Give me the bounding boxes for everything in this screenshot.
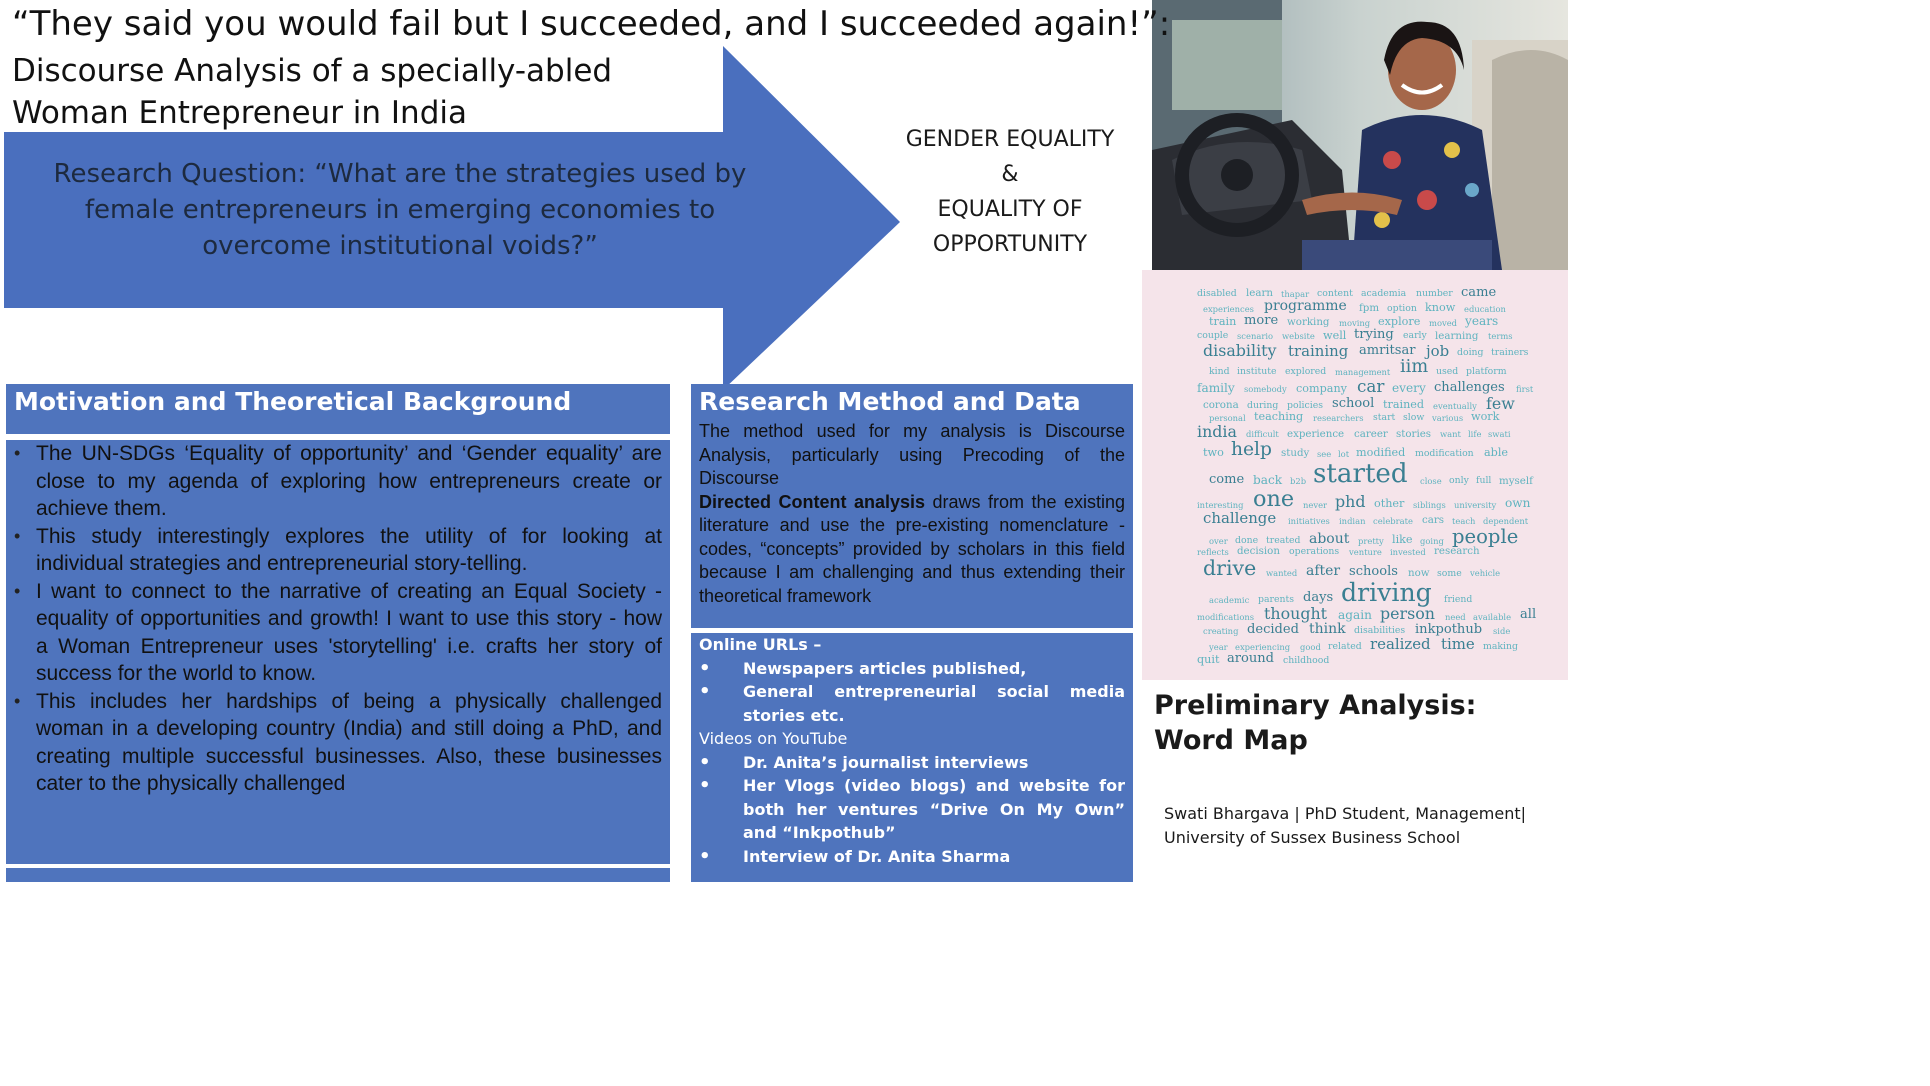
word-map-word: career	[1354, 427, 1388, 440]
word-map-word: experience	[1287, 427, 1345, 440]
data-sources-list	[699, 633, 1125, 868]
word-map	[1142, 270, 1568, 680]
word-map-word: after	[1306, 562, 1341, 579]
word-map-word: drive	[1203, 556, 1257, 581]
word-map-word: decided	[1247, 621, 1299, 637]
word-map-word: stories	[1396, 427, 1432, 440]
word-map-word: driving	[1341, 578, 1432, 608]
word-map-word: early	[1403, 330, 1427, 342]
word-map-word: one	[1253, 485, 1295, 512]
word-map-word: modified	[1356, 446, 1406, 460]
word-map-word: start	[1373, 411, 1396, 423]
word-map-word: siblings	[1413, 499, 1446, 510]
motivation-heading: Motivation and Theoretical Background	[14, 387, 572, 416]
word-map-word: treated	[1266, 535, 1301, 547]
word-map-word: somebody	[1244, 384, 1287, 395]
word-map-word: car	[1357, 375, 1385, 396]
word-map-word: train	[1209, 314, 1237, 328]
word-map-word: initiatives	[1288, 515, 1330, 526]
word-map-word: trying	[1354, 326, 1394, 342]
word-map-word: lot	[1338, 448, 1350, 459]
word-map-word: company	[1296, 381, 1347, 395]
word-map-word: disabilities	[1354, 625, 1406, 637]
word-map-word: platform	[1466, 365, 1507, 377]
theme-line-2: &	[1001, 162, 1019, 187]
word-map-word: operations	[1289, 545, 1340, 557]
research-method-para-2-text: draws from the existing literature and use the pre-existing nomenclature - codes, “concepts” provided by scholars in this field because I am challenging and thus extending their theoretical framework	[699, 491, 1125, 606]
word-map-word: doing	[1457, 347, 1484, 359]
word-map-word: training	[1288, 341, 1349, 360]
word-map-word: family	[1197, 380, 1235, 395]
word-map-word: explore	[1378, 314, 1421, 328]
motivation-bullet: • This includes her hardships of being a physically challenged woman in a developing country (India) and still doing a PhD, and creating multiple successful businesses. Also, these businesses cater to the physically challenged	[14, 688, 662, 798]
entrepreneur-photo	[1152, 0, 1568, 270]
word-map-word: myself	[1499, 474, 1533, 487]
word-map-word: corona	[1203, 399, 1239, 412]
word-map-word: reflects	[1197, 546, 1229, 557]
word-map-word: challenges	[1434, 379, 1505, 395]
word-map-word: every	[1392, 380, 1426, 395]
word-map-word: inkpothub	[1415, 621, 1483, 637]
video-item: • Her Vlogs (video blogs) and website for both her ventures “Drive On My Own” and “Inkpothub”	[699, 774, 1125, 845]
word-map-word: pretty	[1358, 536, 1384, 547]
poster-title: “They said you would fail but I succeeded, and I succeeded again!”:	[12, 4, 1171, 44]
word-map-word: few	[1486, 393, 1515, 413]
subtitle-line-1: Discourse Analysis of a specially-abled	[12, 53, 613, 89]
word-map-word: around	[1227, 650, 1275, 666]
author-line-1: Swati Bhargava | PhD Student, Management|	[1164, 804, 1527, 823]
word-map-word: back	[1253, 472, 1283, 487]
word-map-word: close	[1420, 476, 1442, 487]
word-map-word: came	[1461, 284, 1497, 300]
motivation-bullet: • The UN-SDGs ‘Equality of opportunity’ and ‘Gender equality’ are close to my agenda of exploring how entrepreneurs create or achieve them.	[14, 440, 662, 523]
research-method-panel	[691, 384, 1133, 628]
word-map-word: about	[1309, 530, 1350, 547]
word-map-word: various	[1432, 412, 1464, 423]
word-map-word: two	[1203, 446, 1224, 460]
word-map-word: experiences	[1203, 304, 1254, 314]
word-map-word: time	[1441, 635, 1475, 654]
word-map-word: celebrate	[1373, 515, 1413, 526]
word-map-word: able	[1484, 446, 1509, 460]
word-map-word: work	[1471, 409, 1500, 423]
word-map-word: university	[1454, 499, 1497, 510]
word-map-word: over	[1209, 536, 1228, 547]
word-map-word: thought	[1264, 604, 1328, 624]
poster-subtitle	[12, 50, 612, 134]
word-map-word: person	[1380, 604, 1435, 624]
word-map-word: creating	[1203, 626, 1239, 637]
online-url-item: • General entrepreneurial social media stories etc.	[699, 680, 1125, 727]
word-map-word: education	[1464, 304, 1506, 314]
author-info	[1164, 802, 1526, 849]
word-map-word: kind	[1209, 365, 1230, 377]
word-map-word: job	[1426, 341, 1450, 360]
directed-content-analysis-label: Directed Content analysis	[699, 491, 926, 512]
word-map-word: number	[1416, 288, 1453, 300]
word-map-word: year	[1209, 641, 1228, 652]
author-line-2: University of Sussex Business School	[1164, 827, 1461, 847]
research-method-para-2	[699, 491, 1125, 609]
word-map-word: india	[1197, 421, 1237, 441]
themes-block	[880, 122, 1140, 262]
word-map-word: dependent	[1483, 515, 1529, 526]
word-map-word: challenge	[1203, 509, 1277, 528]
word-map-word: side	[1493, 626, 1511, 637]
word-map-word: cars	[1422, 513, 1445, 526]
word-map-word: schools	[1349, 563, 1398, 579]
word-map-word: decision	[1237, 545, 1280, 558]
word-map-word: years	[1465, 313, 1499, 328]
motivation-bullet: • I want to connect to the narrative of creating an Equal Society - equality of opportunities and growth! I want to use this story - how a Woman Entrepreneur uses 'storytelling' i.e. crafts her story of success for the world to know.	[14, 578, 662, 688]
word-map-word: disability	[1203, 340, 1277, 360]
word-map-word: academic	[1209, 594, 1250, 605]
data-sources-panel	[691, 633, 1133, 882]
word-map-word: disabled	[1197, 288, 1237, 300]
word-map-word: invested	[1390, 546, 1426, 557]
word-map-word: institute	[1237, 365, 1277, 377]
word-map-word: all	[1520, 606, 1537, 622]
word-map-word: now	[1408, 566, 1430, 579]
motivation-bullet: • This study interestingly explores the utility of for looking at individual strategies and entrepreneurial story-telling.	[14, 523, 662, 578]
word-map-word: making	[1483, 640, 1518, 652]
word-map-word: programme	[1264, 298, 1347, 315]
word-map-word: see	[1317, 448, 1332, 459]
motivation-header	[6, 384, 670, 434]
word-map-word: life	[1468, 429, 1482, 440]
theme-line-4: OPPORTUNITY	[932, 232, 1088, 257]
word-map-word: trained	[1383, 398, 1425, 412]
word-map-word: research	[1434, 545, 1480, 558]
word-map-word: venture	[1349, 546, 1382, 557]
word-map-word: difficult	[1246, 429, 1279, 440]
word-map-word: working	[1287, 315, 1330, 328]
research-method-heading: Research Method and Data	[699, 387, 1081, 416]
word-map-word: modification	[1415, 448, 1474, 460]
theme-line-1: GENDER EQUALITY	[905, 127, 1115, 152]
word-map-word: days	[1303, 590, 1334, 606]
preliminary-line-1: Preliminary Analysis:	[1154, 690, 1477, 721]
word-map-word: policies	[1287, 400, 1324, 412]
word-map-word: teach	[1452, 515, 1476, 526]
word-map-word: related	[1328, 640, 1362, 652]
word-map-word: interesting	[1197, 499, 1244, 510]
theme-line-3: EQUALITY OF	[937, 197, 1083, 222]
word-map-word: school	[1332, 396, 1375, 412]
word-map-word: done	[1235, 535, 1259, 547]
research-method-para-1: The method used for my analysis is Discourse Analysis, particularly using Precoding of the Discourse	[699, 421, 1125, 488]
word-map-word: parents	[1258, 593, 1294, 605]
word-map-word: wanted	[1266, 568, 1298, 579]
word-map-word: help	[1231, 438, 1272, 460]
word-map-word: quit	[1197, 652, 1220, 666]
word-map-word: learn	[1246, 287, 1273, 300]
word-map-word: moved	[1429, 317, 1458, 328]
word-map-word: swati	[1488, 429, 1511, 440]
word-map-word: moving	[1339, 317, 1371, 328]
word-map-word: learning	[1435, 329, 1479, 342]
word-map-word: good	[1300, 641, 1321, 652]
word-map-word: childhood	[1283, 654, 1330, 666]
word-map-word: friend	[1444, 593, 1473, 605]
word-map-word: iim	[1400, 357, 1429, 378]
online-url-item: • Newspapers articles published,	[699, 657, 1125, 681]
online-urls-heading: Online URLs –	[699, 635, 822, 654]
woman-driving-car-photo-icon	[1152, 0, 1568, 270]
videos-heading: Videos on YouTube	[699, 729, 848, 748]
word-map-word: scenario	[1237, 331, 1274, 342]
word-map-word: option	[1387, 303, 1417, 315]
word-map-word: during	[1247, 400, 1279, 412]
word-map-word: think	[1309, 620, 1346, 637]
word-map-word: come	[1209, 471, 1245, 487]
word-map-word: people	[1452, 524, 1519, 548]
word-map-word: thapar	[1281, 289, 1310, 300]
word-map-word: teaching	[1254, 409, 1304, 423]
subtitle-line-2: Woman Entrepreneur in India	[12, 95, 467, 131]
word-map-word: amritsar	[1359, 343, 1416, 359]
word-map-word: vehicle	[1470, 568, 1501, 579]
preliminary-line-2: Word Map	[1154, 725, 1308, 756]
motivation-body	[6, 440, 670, 864]
word-map-word: trainers	[1491, 347, 1529, 359]
word-map-word: personal	[1209, 412, 1246, 423]
word-map-word: content	[1317, 288, 1353, 300]
word-map-word: again	[1338, 607, 1372, 622]
word-map-word: never	[1303, 499, 1328, 510]
word-map-word: first	[1516, 384, 1534, 395]
word-map-word: used	[1436, 365, 1459, 377]
word-map-word: more	[1244, 313, 1279, 329]
word-map-word: own	[1505, 496, 1531, 511]
word-map-word: full	[1476, 475, 1492, 487]
word-map-word: phd	[1335, 492, 1366, 512]
word-map-word: only	[1449, 475, 1469, 487]
motivation-bullet-list	[14, 440, 662, 798]
word-map-word: eventually	[1433, 400, 1477, 411]
word-map-word: indian	[1339, 515, 1366, 526]
word-map-word: realized	[1370, 635, 1431, 654]
video-item: • Interview of Dr. Anita Sharma	[699, 845, 1125, 869]
word-map-word: website	[1282, 331, 1315, 342]
preliminary-analysis-heading	[1154, 688, 1476, 758]
word-map-word: going	[1420, 536, 1444, 547]
word-map-word: management	[1335, 366, 1391, 377]
video-item: • Dr. Anita’s journalist interviews	[699, 751, 1125, 775]
word-map-word: other	[1374, 497, 1405, 511]
word-map-word: started	[1313, 458, 1408, 489]
word-map-word: explored	[1285, 365, 1327, 377]
word-map-word: need	[1445, 611, 1466, 622]
word-map-word: couple	[1197, 330, 1229, 342]
word-map-word: terms	[1488, 331, 1513, 342]
word-map-word: fpm	[1359, 302, 1380, 315]
word-map-word: well	[1323, 328, 1347, 342]
word-map-word: academia	[1361, 288, 1407, 300]
word-map-word: know	[1425, 301, 1456, 315]
motivation-footer-strip	[6, 868, 670, 882]
research-method-text	[699, 420, 1125, 608]
word-map-word: study	[1281, 447, 1310, 460]
word-map-word: slow	[1403, 411, 1425, 423]
word-map-word: modifications	[1197, 611, 1255, 622]
word-map-word: like	[1392, 533, 1413, 547]
word-map-word: researchers	[1313, 412, 1364, 423]
word-map-word: experiencing	[1235, 641, 1291, 652]
word-map-word: want	[1440, 429, 1461, 440]
word-map-word: b2b	[1290, 476, 1307, 487]
word-map-word: available	[1473, 611, 1512, 622]
word-map-word: some	[1437, 567, 1462, 579]
research-question-text: Research Question: “What are the strategies used by female entrepreneurs in emerging economies to overcome institutional voids?”	[53, 159, 747, 261]
